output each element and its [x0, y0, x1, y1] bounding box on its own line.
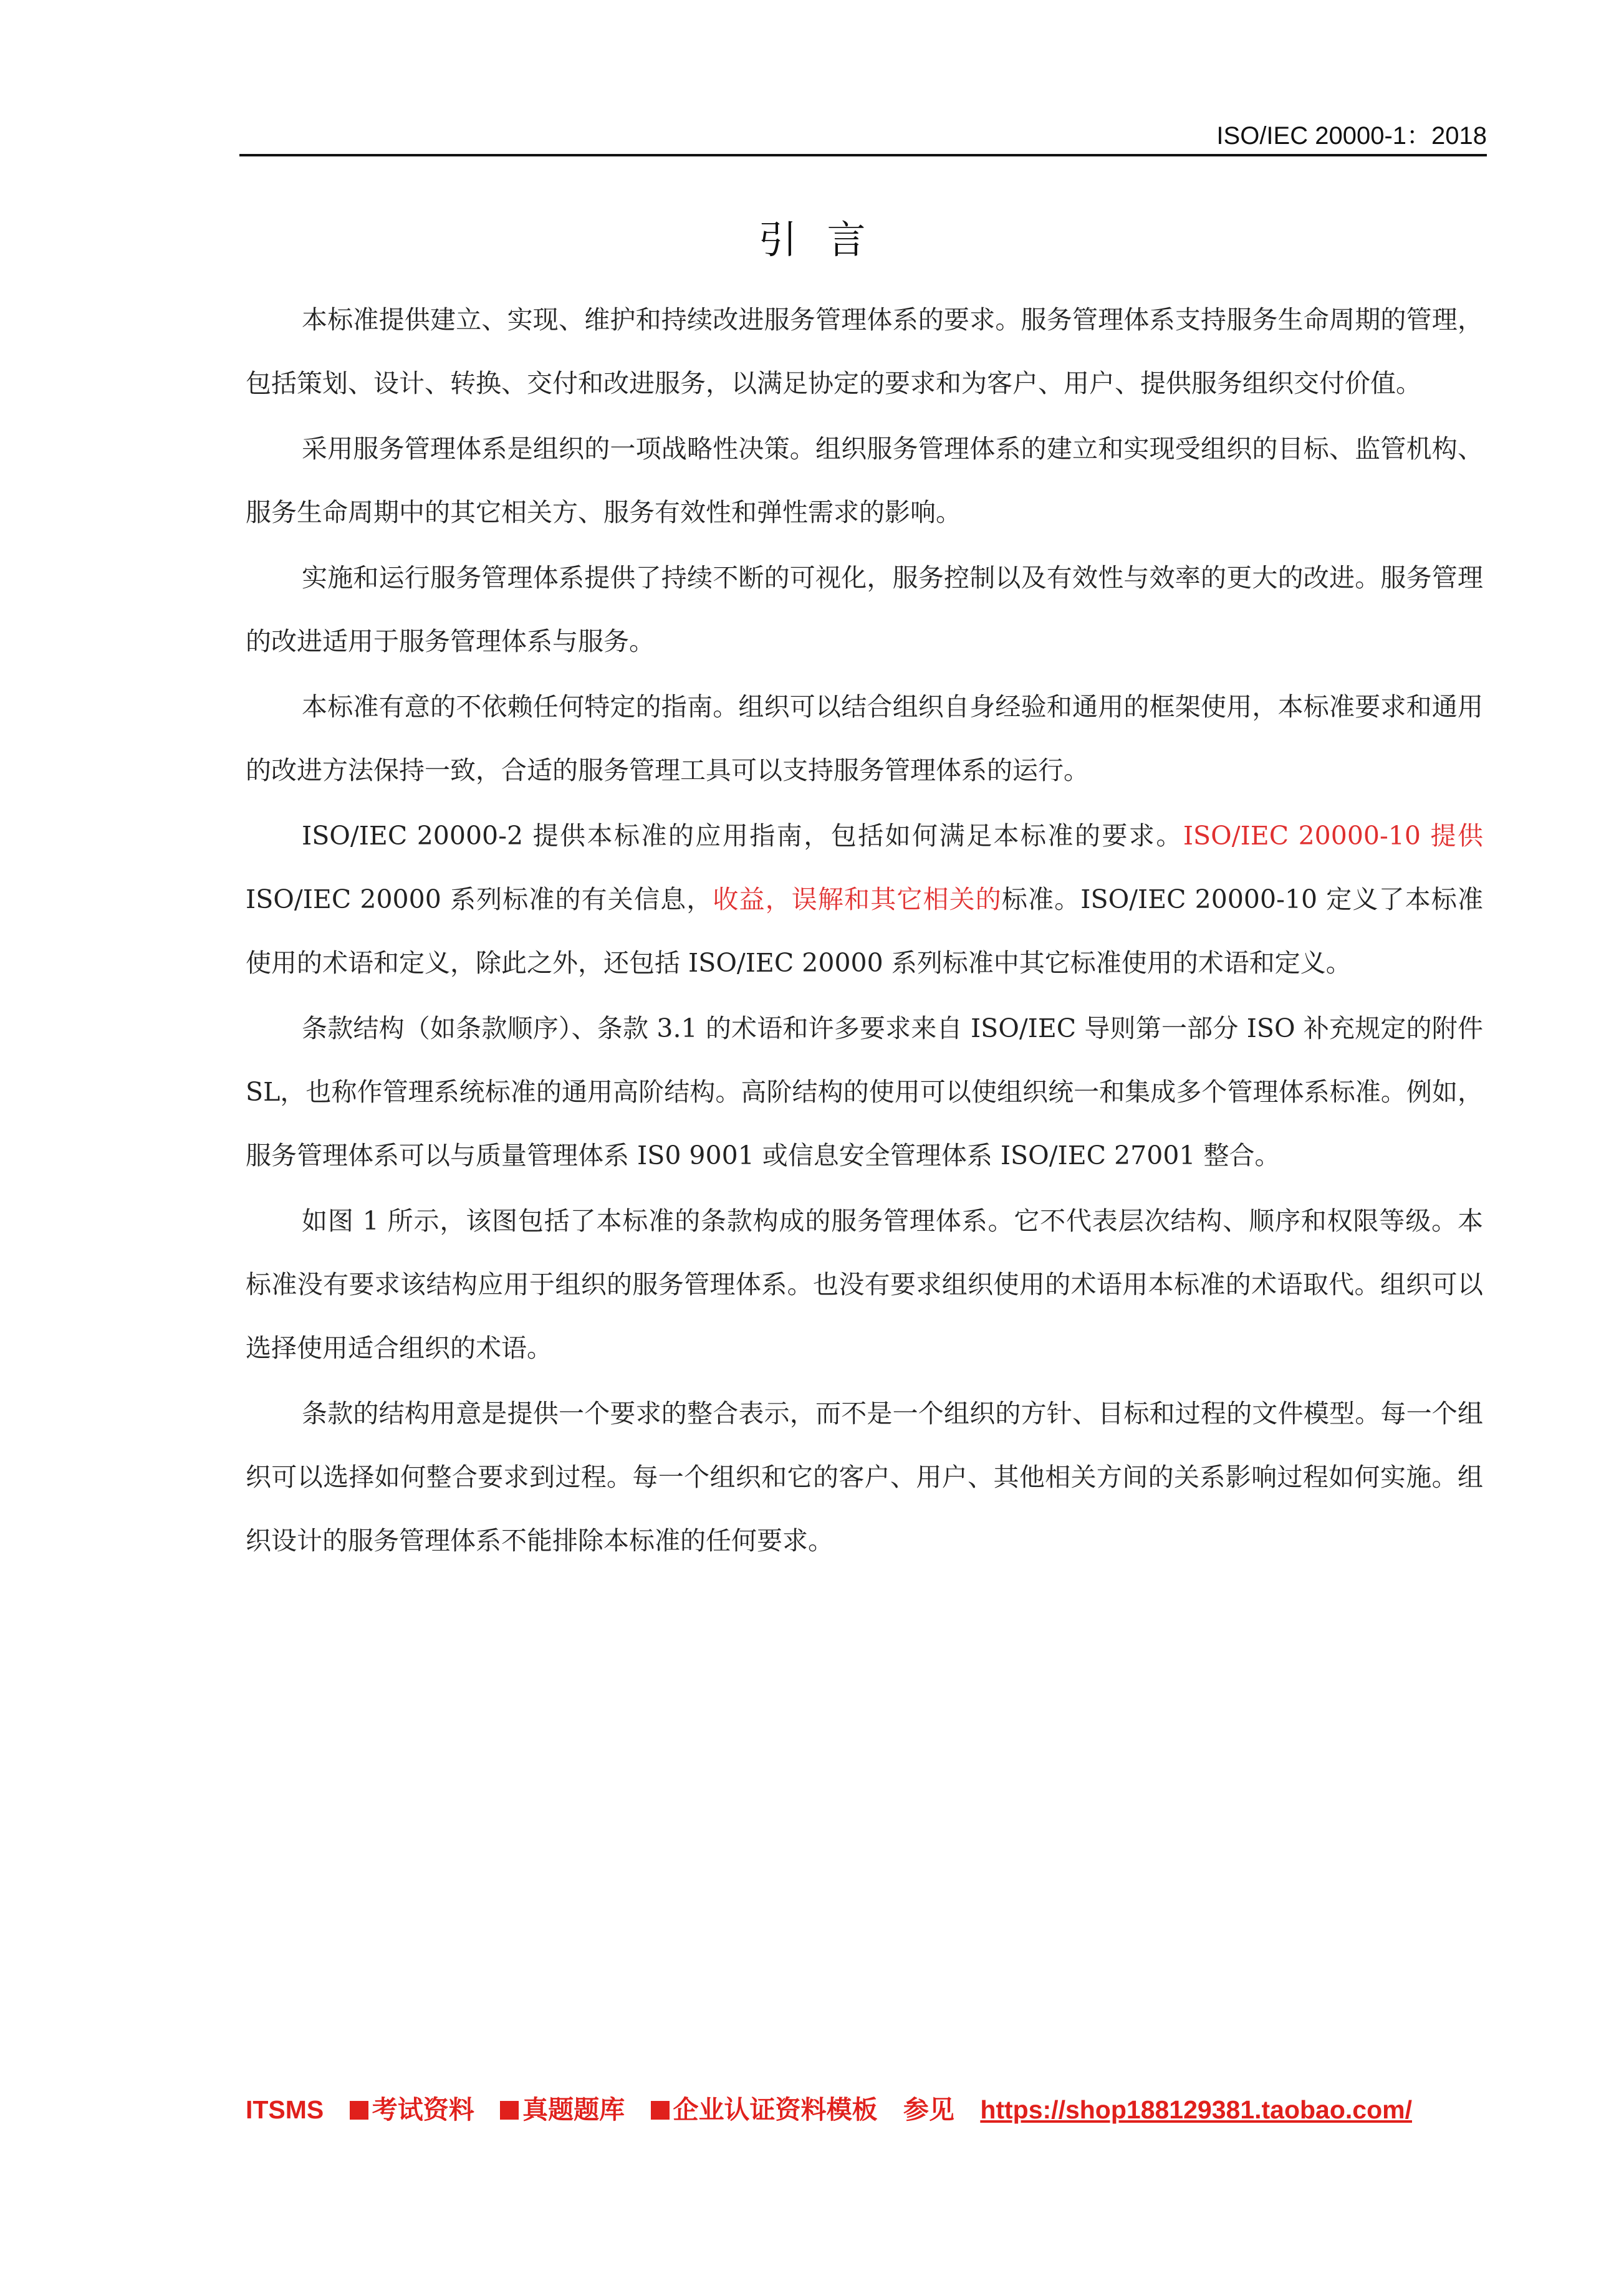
paragraph [246, 997, 1483, 1187]
square-bullet-icon [350, 2101, 368, 2120]
highlighted-text: 收益，误解和其它相关的 [713, 884, 1002, 914]
footer-item: 企业认证资料模板 [651, 2095, 878, 2124]
paragraph-text: 如图 1 所示，该图包括了本标准的条款构成的服务管理体系。它不代表层次结构、顺序和权限等级。本标准没有要求该结构应用于组织的服务管理体系。也没有要求组织使用的术语用本标准的术语取代。组织可以选择使用适合组织的术语。 [246, 1206, 1483, 1363]
document-header-code: ISO/IEC 20000-1：2018 [1216, 122, 1487, 150]
paragraph-text: 实施和运行服务管理体系提供了持续不断的可视化，服务控制以及有效性与效率的更大的改进。服务管理的改进适用于服务管理体系与服务。 [246, 563, 1483, 656]
paragraph-text: 条款结构（如条款顺序）、条款 3.1 的术语和许多要求来自 ISO/IEC 导则第一部分 ISO 补充规定的附件 SL，也称作管理系统标准的通用高阶结构。高阶结构的使用可以使组织统一和集成多个管理体系标准。例如，服务管理体系可以与质量管理体系 IS0 9001 或信息安全管理体系 ISO/IEC 27001 整合。 [246, 1013, 1483, 1170]
footer-see-label: 参见 [903, 2095, 954, 2124]
square-bullet-icon [651, 2101, 670, 2120]
paragraph-text: ISO/IEC 20000 系列标准的有关信息， [246, 884, 713, 914]
paragraph-text: 本标准提供建立、实现、维护和持续改进服务管理体系的要求。服务管理体系支持服务生命周期的管理，包括策划、设计、转换、交付和改进服务，以满足协定的要求和为客户、用户、提供服务组织交付价值。 [246, 305, 1483, 398]
footer-item: 考试资料 [350, 2095, 474, 2124]
footer-brand: ITSMS [246, 2095, 324, 2124]
header-divider [239, 154, 1487, 156]
paragraph [246, 546, 1483, 673]
paragraph-text: 采用服务管理体系是组织的一项战略性决策。组织服务管理体系的建立和实现受组织的目标、监管机构、服务生命周期中的其它相关方、服务有效性和弹性需求的影响。 [246, 434, 1483, 527]
paragraph [246, 1382, 1483, 1572]
paragraph-text: ISO/IEC 20000-2 提供本标准的应用指南，包括如何满足本标准的要求。 [302, 821, 1183, 851]
footer-banner [246, 2089, 1483, 2126]
paragraph-text: 标准。ISO/IEC 20000-10 定义了本标准使用的术语和定义，除此之外，还包括 ISO/IEC 20000 系列标准中其它标准使用的术语和定义。 [246, 884, 1483, 978]
paragraph [246, 1189, 1483, 1380]
page-title: 引言 [758, 217, 896, 262]
paragraph-text: 本标准有意的不依赖任何特定的指南。组织可以结合组织自身经验和通用的框架使用，本标准要求和通用的改进方法保持一致，合适的服务管理工具可以支持服务管理体系的运行。 [246, 692, 1483, 785]
paragraph [246, 417, 1483, 544]
highlighted-text: ISO/IEC 20000-10 提供 [1183, 821, 1483, 851]
square-bullet-icon [500, 2101, 519, 2120]
paragraph [246, 675, 1483, 802]
paragraph-text: 条款的结构用意是提供一个要求的整合表示，而不是一个组织的方针、目标和过程的文件模型。每一个组织可以选择如何整合要求到过程。每一个组织和它的客户、用户、其他相关方间的关系影响过程如何实施。组织设计的服务管理体系不能排除本标准的任何要求。 [246, 1399, 1483, 1556]
paragraph [246, 804, 1483, 995]
paragraph [246, 288, 1483, 415]
footer-shop-link[interactable]: https://shop188129381.taobao.com/ [980, 2095, 1412, 2124]
footer-item: 真题题库 [500, 2095, 625, 2124]
body-content [246, 288, 1483, 1574]
